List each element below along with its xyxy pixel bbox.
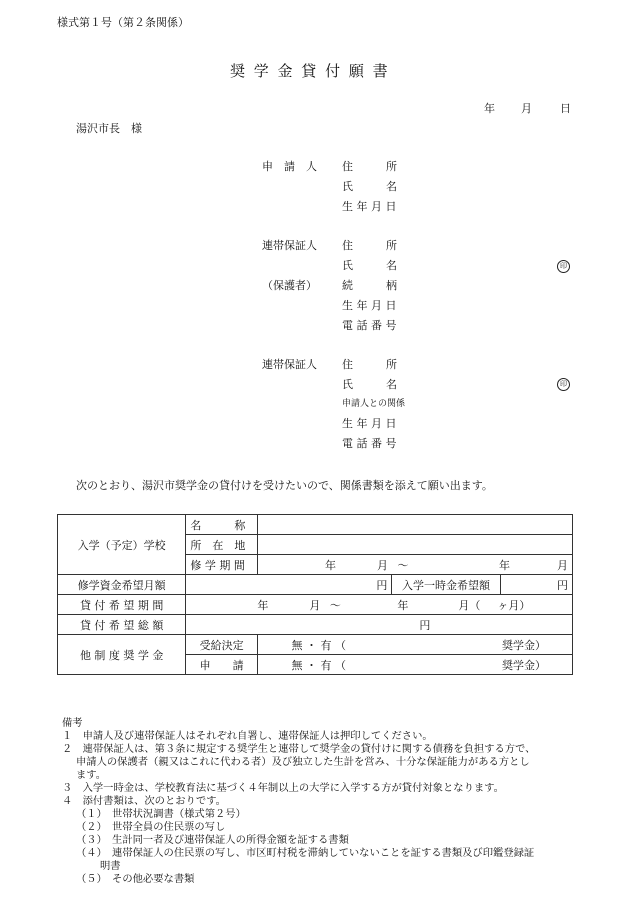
guarantor1-address-label: 住 所 <box>342 239 397 252</box>
study-end-year: 年 <box>498 558 510 572</box>
guarantor1-relation-label: 続 柄 <box>342 279 397 292</box>
study-period-label: 修 学 期 間 <box>186 555 258 575</box>
note-4: ４ 添付書類は、次のとおりです。 <box>62 795 226 807</box>
table-row <box>58 575 573 595</box>
loan-start-month: 月 <box>309 598 321 612</box>
attachment-4-cont: 明書 <box>100 860 121 872</box>
application-table <box>57 514 573 675</box>
yen-unit: 円 <box>419 618 431 632</box>
guarantor2-address-label: 住 所 <box>342 358 397 371</box>
guarantor1-dob-label: 生 年 月 日 <box>342 299 397 312</box>
table-row <box>58 635 573 655</box>
note-2-end: ます。 <box>76 769 107 781</box>
loan-tilde: ～ <box>329 598 341 612</box>
note-2: ２ 連帯保証人は、第３条に規定する奨学生と連帯して奨学金の貸付けに関する債務を負担する方で、 <box>62 743 536 755</box>
guarantor1-seal-mark <box>557 258 570 273</box>
notes-section <box>62 717 535 886</box>
table-row <box>58 615 573 635</box>
loan-end-month: 月（ <box>458 598 481 612</box>
decided-yes-no: 無 ・ 有 （ <box>291 638 346 652</box>
guarantor2-dob-label: 生 年 月 日 <box>342 417 397 430</box>
addressee: 湯沢市長 様 <box>76 122 142 135</box>
applicant-dob-label: 生 年 月 日 <box>342 200 397 213</box>
seal-icon: 印 <box>557 378 570 391</box>
attachment-3: （３） 生計同一者及び連帯保証人の所得金額を証する書類 <box>76 834 349 846</box>
guarantor1-subheading: （保護者） <box>262 279 317 292</box>
loan-end-year: 年 <box>397 598 409 612</box>
date-month-label: 月 <box>521 102 532 115</box>
note-2-cont: 申請人の保護者（親又はこれに代わる者）及び独立した生計を営み、十分な保証能力がある方とし <box>76 756 530 768</box>
applying-label: 申 請 <box>186 655 258 675</box>
loan-period-field[interactable] <box>186 595 573 615</box>
loan-total-label: 貸 付 希 望 総 額 <box>58 615 186 635</box>
school-location-field[interactable] <box>257 535 572 555</box>
notes-title: 備考 <box>62 717 83 729</box>
applying-yes-no: 無 ・ 有 （ <box>291 658 346 672</box>
school-name-field[interactable] <box>257 515 572 535</box>
date-year-label: 年 <box>484 102 495 115</box>
study-period-field[interactable] <box>257 555 572 575</box>
study-end-month: 月 <box>556 558 568 572</box>
loan-start-year: 年 <box>257 598 269 612</box>
lump-sum-field[interactable] <box>500 575 572 595</box>
intro-text: 次のとおり、湯沢市奨学金の貸付けを受けたいので、関係書類を添えて願い出ます。 <box>76 479 493 492</box>
attachment-2: （２） 世帯全員の住民票の写し <box>76 821 226 833</box>
school-name-label: 名 称 <box>186 515 258 535</box>
guarantor1-heading: 連帯保証人 <box>262 239 317 252</box>
loan-total-field[interactable] <box>186 615 573 635</box>
loan-month-count: ヶ月） <box>497 598 531 612</box>
study-tilde: ～ <box>397 558 409 572</box>
yen-unit: 円 <box>376 578 388 592</box>
study-start-month: 月 <box>376 558 388 572</box>
applying-field[interactable] <box>257 655 572 675</box>
yen-unit: 円 <box>557 578 568 592</box>
seal-icon: 印 <box>557 260 570 273</box>
decided-label: 受給決定 <box>186 635 258 655</box>
note-1: １ 申請人及び連帯保証人はそれぞれ自署し、連帯保証人は押印してください。 <box>62 730 433 742</box>
applying-scholarship: 奨学金） <box>501 658 546 672</box>
attachment-4: （４） 連帯保証人の住民票の写し、市区町村税を滞納していないことを証する書類及び印鑑登録証 <box>76 847 535 859</box>
monthly-amount-label: 修学資金希望月額 <box>58 575 186 595</box>
attachment-1: （１） 世帯状況調書（様式第２号） <box>76 808 246 820</box>
guarantor1-name-label: 氏 名 <box>342 259 397 272</box>
loan-period-label: 貸 付 希 望 期 間 <box>58 595 186 615</box>
form-number: 様式第１号（第２条関係） <box>57 16 189 29</box>
study-start-year: 年 <box>324 558 336 572</box>
applicant-address-label: 住 所 <box>342 160 397 173</box>
decided-field[interactable] <box>257 635 572 655</box>
applicant-heading: 申 請 人 <box>262 160 317 173</box>
guarantor2-name-label: 氏 名 <box>342 378 397 391</box>
date-day-label: 日 <box>560 102 571 115</box>
applicant-name-label: 氏 名 <box>342 180 397 193</box>
other-scholarship-label: 他 制 度 奨 学 金 <box>58 635 186 675</box>
table-row <box>58 595 573 615</box>
decided-scholarship: 奨学金） <box>501 638 546 652</box>
guarantor2-phone-label: 電 話 番 号 <box>342 437 397 450</box>
school-location-label: 所 在 地 <box>186 535 258 555</box>
table-row <box>58 515 573 535</box>
note-3: ３ 入学一時金は、学校教育法に基づく４年制以上の大学に入学する方が貸付対象となります。 <box>62 782 504 794</box>
lump-sum-label: 入学一時金希望額 <box>392 575 500 595</box>
school-label: 入学（予定）学校 <box>58 515 186 575</box>
attachment-5: （５） その他必要な書類 <box>76 873 195 885</box>
guarantor2-seal-mark <box>557 376 570 391</box>
guarantor2-heading: 連帯保証人 <box>262 358 317 371</box>
monthly-amount-field[interactable] <box>186 575 392 595</box>
page-title: 奨 学 金 貸 付 願 書 <box>230 62 390 80</box>
guarantor2-relation-label: 申請人との関係 <box>342 399 406 409</box>
guarantor1-phone-label: 電 話 番 号 <box>342 319 397 332</box>
